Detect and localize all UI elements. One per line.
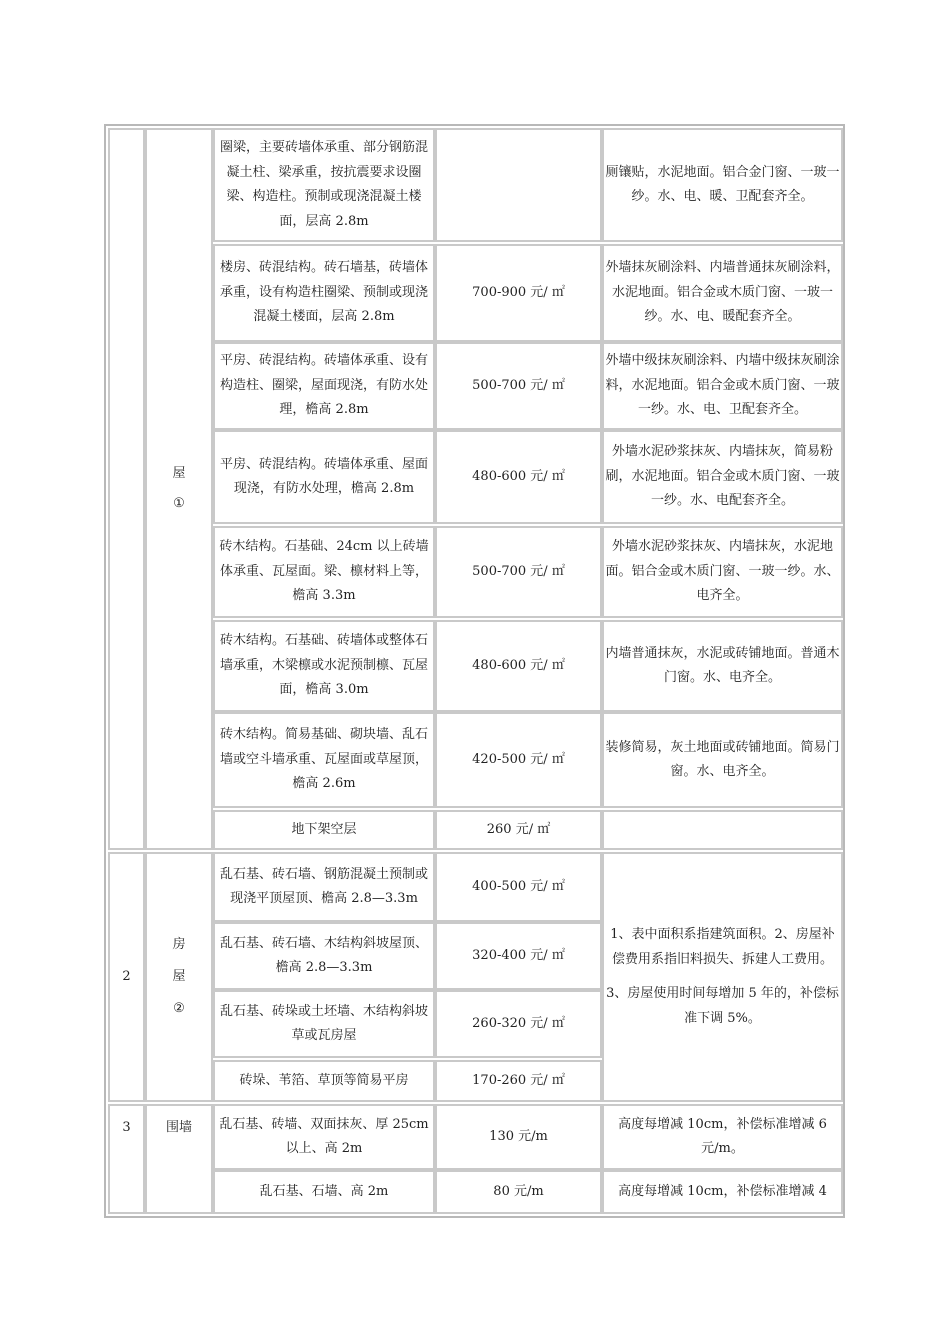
finish-desc-cell — [602, 810, 843, 850]
structure-desc-cell: 乱石基、砖垛或土坯墙、木结构斜坡草或瓦房屋 — [213, 990, 435, 1058]
structure-desc-cell: 乱石基、砖石墙、木结构斜坡屋顶、檐高 2.8—3.3m — [213, 922, 435, 990]
price-cell: 500-700 元/ ㎡ — [435, 526, 602, 618]
structure-desc-cell: 砖木结构。石基础、24cm 以上砖墙体承重、瓦屋面。梁、檩材料上等，檐高 3.3m — [213, 526, 435, 618]
remarks-cell — [602, 852, 843, 1102]
finish-desc-cell: 高度每增减 10cm，补偿标准增减 6 元/m。 — [602, 1104, 843, 1170]
structure-desc-cell: 乱石基、石墙、高 2m — [213, 1170, 435, 1214]
section-label: 房 屋 ② — [172, 937, 186, 1016]
price-cell: 700-900 元/ ㎡ — [435, 244, 602, 342]
finish-desc-cell: 外墙水泥砂浆抹灰、内墙抹灰，水泥地面。铝合金或木质门窗、一玻一纱。水、电齐全。 — [602, 526, 843, 618]
section-number-cell — [108, 128, 145, 850]
structure-desc-cell: 圈梁，主要砖墙体承重、部分钢筋混凝土柱、梁承重，按抗震要求设圈梁、构造柱。预制或现浇混凝土楼面，层高 2.8m — [213, 128, 435, 242]
structure-desc-cell: 平房、砖混结构。砖墙体承重、屋面现浇，有防水处理，檐高 2.8m — [213, 430, 435, 524]
finish-desc-cell: 高度每增减 10cm，补偿标准增减 4 — [602, 1170, 843, 1214]
price-cell: 320-400 元/ ㎡ — [435, 922, 602, 990]
remarks-note: 1、表中面积系指建筑面积。2、房屋补偿费用系指旧料损失、拆建人工费用。 — [610, 927, 835, 967]
structure-desc-cell: 地下架空层 — [213, 810, 435, 850]
remarks-note: 3、房屋使用时间每增加 5 年的，补偿标准下调 5%。 — [606, 986, 839, 1026]
section-label-cell — [145, 128, 213, 850]
finish-desc-cell: 装修简易，灰土地面或砖铺地面。简易门窗。水、电齐全。 — [602, 712, 843, 808]
section-label: 屋 ① — [172, 466, 186, 511]
structure-desc-cell: 楼房、砖混结构。砖石墙基，砖墙体承重，设有构造柱圈梁、预制或现浇混凝土楼面，层高 2.8m — [213, 244, 435, 342]
price-cell: 400-500 元/ ㎡ — [435, 852, 602, 922]
structure-desc-cell: 平房、砖混结构。砖墙体承重、设有构造柱、圈梁，屋面现浇，有防水处理，檐高 2.8m — [213, 342, 435, 430]
section-label: 围墙 — [165, 1120, 192, 1135]
price-cell — [435, 128, 602, 242]
finish-desc-cell: 内墙普通抹灰，水泥或砖铺地面。普通木门窗。水、电齐全。 — [602, 620, 843, 712]
price-cell: 500-700 元/ ㎡ — [435, 342, 602, 430]
finish-desc-cell: 外墙抹灰刷涂料、内墙普通抹灰刷涂料，水泥地面。铝合金或木质门窗、一玻一纱。水、电、暖配套齐全。 — [602, 244, 843, 342]
price-cell: 80 元/m — [435, 1170, 602, 1214]
section-number-cell: 2 — [108, 852, 145, 1102]
price-cell: 260 元/ ㎡ — [435, 810, 602, 850]
price-cell: 130 元/m — [435, 1104, 602, 1170]
price-cell: 260-320 元/ ㎡ — [435, 990, 602, 1058]
section-number-cell: 3 — [108, 1104, 145, 1214]
structure-desc-cell: 砖木结构。石基础、砖墙体或整体石墙承重，木梁檩或水泥预制檩、瓦屋面，檐高 3.0m — [213, 620, 435, 712]
structure-desc-cell: 砖垛、苇箔、草顶等简易平房 — [213, 1060, 435, 1102]
finish-desc-cell: 外墙中级抹灰刷涂料、内墙中级抹灰刷涂料，水泥地面。铝合金或木质门窗、一玻一纱。水、电、卫配套齐全。 — [602, 342, 843, 430]
finish-desc-cell: 外墙水泥砂浆抹灰、内墙抹灰，简易粉刷，水泥地面。铝合金或木质门窗、一玻一纱。水、电配套齐全。 — [602, 430, 843, 524]
price-cell: 170-260 元/ ㎡ — [435, 1060, 602, 1102]
section-label-cell — [145, 1104, 213, 1214]
structure-desc-cell: 砖木结构。简易基础、砌块墙、乱石墙或空斗墙承重、瓦屋面或草屋顶，檐高 2.6m — [213, 712, 435, 808]
price-cell: 420-500 元/ ㎡ — [435, 712, 602, 808]
section-label-cell — [145, 852, 213, 1102]
structure-desc-cell: 乱石基、砖石墙、钢筋混凝土预制或现浇平顶屋顶、檐高 2.8—3.3m — [213, 852, 435, 922]
finish-desc-cell: 厕镶贴，水泥地面。铝合金门窗、一玻一纱。水、电、暖、卫配套齐全。 — [602, 128, 843, 242]
price-cell: 480-600 元/ ㎡ — [435, 430, 602, 524]
structure-desc-cell: 乱石基、砖墙、双面抹灰、厚 25cm 以上、高 2m — [213, 1104, 435, 1170]
price-cell: 480-600 元/ ㎡ — [435, 620, 602, 712]
